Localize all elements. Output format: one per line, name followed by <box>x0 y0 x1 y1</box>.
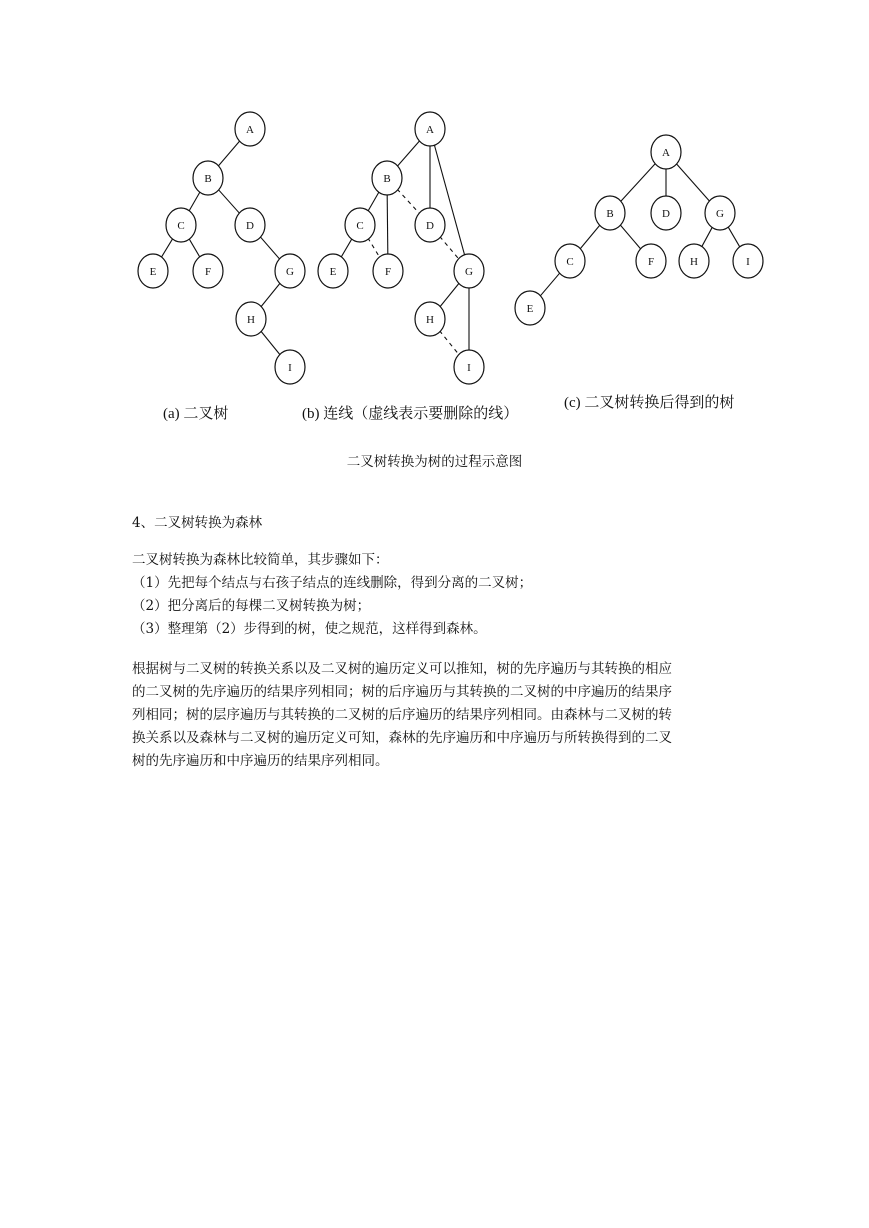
node-label-H: H <box>426 314 434 326</box>
edge-D-G <box>260 236 280 259</box>
step-item: （3）整理第（2）步得到的树，使之规范，这样得到森林。 <box>132 621 487 637</box>
node-label-I: I <box>746 256 750 268</box>
node-label-E: E <box>329 266 337 278</box>
edge-C-E <box>341 238 353 258</box>
dashed-edge-C-F <box>368 238 380 258</box>
node-label-D: D <box>662 208 670 220</box>
paragraph-line: 根据树与二叉树的转换关系以及二叉树的遍历定义可以推知，树的先序遍历与其转换的相应 <box>132 661 672 677</box>
edge-H-I <box>260 331 280 356</box>
node-label-D: D <box>426 220 434 232</box>
node-label-G: G <box>286 266 294 278</box>
node-label-C: C <box>356 220 364 232</box>
steps-block <box>132 549 752 641</box>
node-label-F: F <box>204 266 212 278</box>
node-label-A: A <box>246 124 254 136</box>
dashed-edge-B-D <box>397 189 420 214</box>
node-label-B: B <box>383 173 391 185</box>
binary-tree-diagram <box>138 112 305 384</box>
node-label-C: C <box>177 220 185 232</box>
edge-A-G <box>676 163 710 202</box>
node-label-I: I <box>288 362 292 374</box>
converted-tree-diagram <box>515 135 763 325</box>
caption-converted-tree: (c) 二叉树转换后得到的树 <box>564 395 735 411</box>
edge-A-B <box>620 163 656 202</box>
node-label-B: B <box>606 208 614 220</box>
caption-binary-tree: (a) 二叉树 <box>163 406 229 422</box>
step-item: （1）先把每个结点与右孩子结点的连线删除，得到分离的二叉树； <box>132 575 533 591</box>
paragraph-line: 树的先序遍历和中序遍历的结果序列相同。 <box>132 753 389 769</box>
tree-conversion-figure <box>0 0 869 430</box>
edge-G-I <box>728 226 741 248</box>
edge-B-C <box>367 191 379 212</box>
node-label-D: D <box>246 220 254 232</box>
caption-connected-lines: (b) 连线（虚线表示要删除的线） <box>302 406 519 422</box>
edge-G-H <box>260 283 280 308</box>
step-item: （2）把分离后的每棵二叉树转换为树； <box>132 598 371 614</box>
edge-A-B <box>218 140 240 166</box>
figure-title: 二叉树转换为树的过程示意图 <box>346 454 523 470</box>
edge-A-B <box>397 140 420 166</box>
node-label-G: G <box>716 208 724 220</box>
node-label-H: H <box>690 256 698 268</box>
paragraph-line: 换关系以及森林与二叉树的遍历定义可知，森林的先序遍历和中序遍历与所转换得到的二叉 <box>132 730 672 746</box>
section-heading: 4、二叉树转换为森林 <box>132 515 263 531</box>
edge-B-F <box>387 193 388 256</box>
edge-C-E <box>161 238 173 258</box>
edge-G-H <box>439 283 459 308</box>
node-label-I: I <box>467 362 471 374</box>
edge-C-F <box>189 238 201 258</box>
node-label-E: E <box>526 303 534 315</box>
connected-lines-diagram <box>318 112 484 384</box>
edge-B-F <box>620 224 642 249</box>
paragraph-line: 列相同；树的层序遍历与其转换的二叉树的后序遍历的结果序列相同。由森林与二叉树的转 <box>132 707 672 723</box>
edge-C-E <box>540 272 561 296</box>
node-label-E: E <box>149 266 157 278</box>
node-label-A: A <box>662 147 670 159</box>
edge-B-C <box>188 191 200 212</box>
node-label-C: C <box>566 256 574 268</box>
edge-B-D <box>218 189 240 214</box>
traversal-paragraph <box>132 658 752 773</box>
node-label-F: F <box>384 266 392 278</box>
dashed-edge-H-I <box>439 331 459 356</box>
node-label-G: G <box>465 266 473 278</box>
node-label-H: H <box>247 314 255 326</box>
node-label-F: F <box>647 256 655 268</box>
paragraph-line: 的二叉树的先序遍历的结果序列相同；树的后序遍历与其转换的二叉树的中序遍历的结果序 <box>132 684 672 700</box>
node-label-B: B <box>204 173 212 185</box>
edge-G-H <box>701 226 713 248</box>
node-label-A: A <box>426 124 434 136</box>
edge-B-C <box>580 225 601 250</box>
steps-intro: 二叉树转换为森林比较简单，其步骤如下： <box>132 552 389 568</box>
dashed-edge-D-G <box>440 236 460 259</box>
